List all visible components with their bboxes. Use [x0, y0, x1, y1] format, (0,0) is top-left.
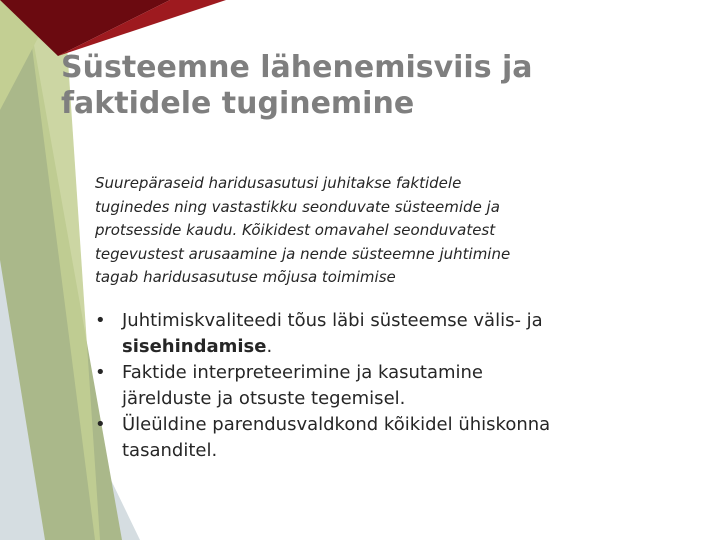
slide-title	[61, 50, 681, 122]
intro-line: tagab haridusasutuse mõjusa toimimise	[95, 268, 396, 286]
bullet-item	[95, 360, 655, 412]
bullet-dot-icon: •	[95, 362, 106, 383]
slide-title-line: faktidele tuginemine	[61, 86, 415, 121]
intro-line: tuginedes ning vastastikku seonduvate süsteemide ja	[95, 197, 500, 216]
bullet-list	[95, 308, 655, 464]
intro-line: Suurepäraseid haridusasutusi juhitakse faktidele	[95, 174, 462, 192]
bullet-item	[95, 308, 655, 360]
bullet-text-line: Üleüldine parendusvaldkond kõikidel ühiskonna	[122, 414, 551, 435]
bullet-text-line: tasanditel.	[122, 440, 218, 461]
bullet-dot-icon: •	[95, 310, 106, 331]
bullet-text-line: järelduste ja otsuste tegemisel.	[122, 388, 406, 409]
bullet-text-suffix: .	[266, 336, 273, 357]
bullet-bold-text: sisehindamise	[122, 336, 267, 357]
bullet-text-line: Faktide interpreteerimine ja kasutamine	[122, 362, 484, 383]
bullet-dot-icon: •	[95, 414, 106, 435]
intro-paragraph	[95, 172, 625, 290]
intro-line: tegevustest arusaamine ja nende süsteemne juhtimine	[95, 244, 511, 263]
bullet-text-line	[122, 334, 655, 360]
bullet-item	[95, 412, 655, 464]
slide-title-line: Süsteemne lähenemisviis ja	[61, 50, 533, 85]
intro-line: protsesside kaudu. Kõikidest omavahel seonduvatest	[95, 221, 496, 239]
bullet-text-line: Juhtimiskvaliteedi tõus läbi süsteemse välis- ja	[122, 310, 543, 331]
